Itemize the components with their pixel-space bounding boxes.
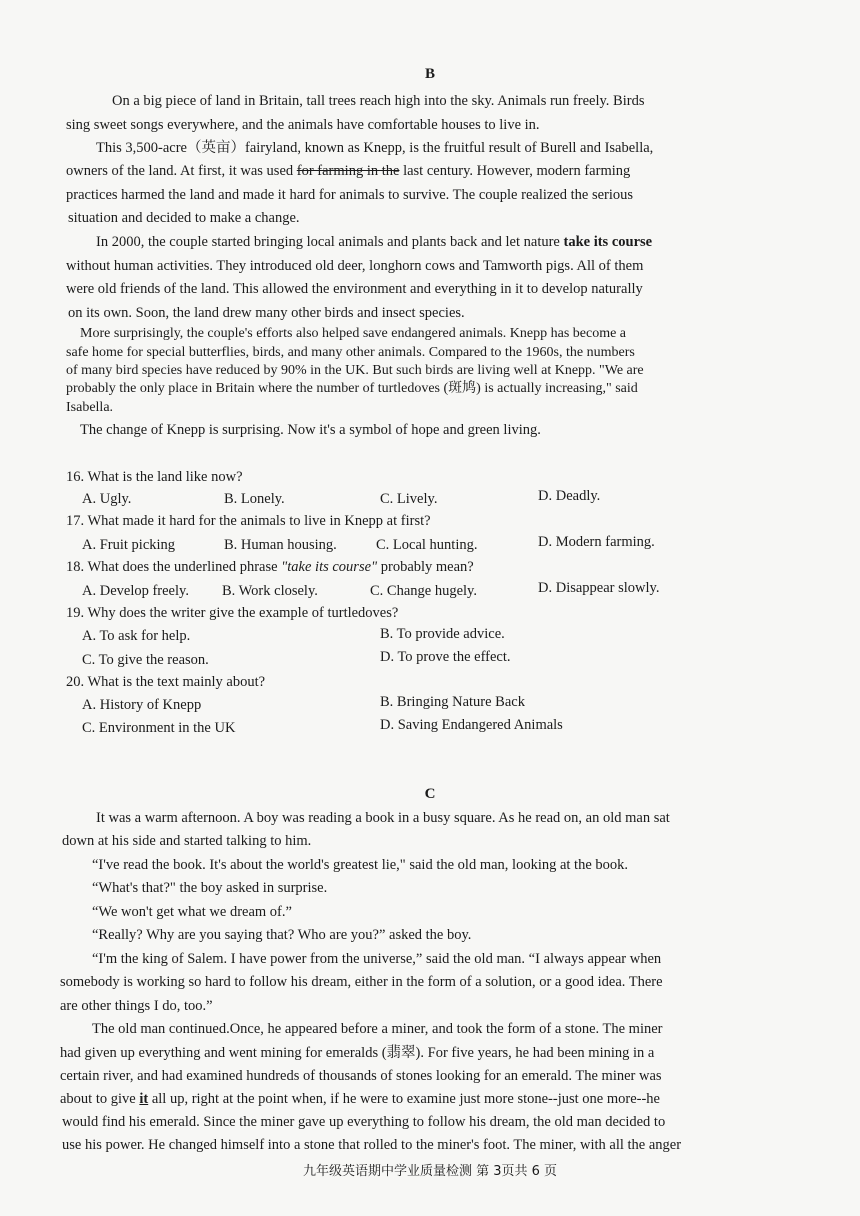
c-line3: “I've read the book. It's about the world's greatest lie," said the old man, looking at the book. [92,857,629,873]
b-p4-line3: of many bird species have reduced by 90% in the UK. But such birds are living well at Knepp. "We are [66,363,644,378]
section-b-title: B [424,66,435,82]
q20-option-a: A. History of Knepp [82,697,202,713]
q18-option-a: A. Develop freely. [82,583,189,599]
b-p2-line3: practices harmed the land and made it hard for animals to survive. The couple realized the serious [66,187,634,203]
q20-option-c: C. Environment in the UK [82,720,236,736]
section-c-title: C [424,786,436,802]
c-line12: certain river, and had examined hundreds of thousands of stones looking for an emerald. The miner was [60,1068,662,1084]
b-p3-line1-bold: take its course [563,234,653,250]
b-p3-line1-a: In 2000, the couple started bringing local animals and plants back and let nature [96,234,564,250]
q20-option-b: B. Bringing Nature Back [380,694,525,710]
q16-option-a: A. Ugly. [82,491,132,507]
page-footer: 九年级英语期中学业质量检测 第 3页共 6 页 [302,1164,558,1179]
b-p1-line1: On a big piece of land in Britain, tall trees reach high into the sky. Animals run freely. Birds [112,93,645,109]
b-p5: The change of Knepp is surprising. Now it's a symbol of hope and green living. [80,422,541,438]
b-p3-line3: were old friends of the land. This allowed the environment and everything in it to develop naturally [66,281,643,297]
b-p2-line4: situation and decided to make a change. [68,210,300,226]
c-line8: somebody is working so hard to follow his dream, either in the form of a solution, or a good idea. There [60,974,663,990]
q17-option-a: A. Fruit picking [82,537,176,553]
q19-option-c: C. To give the reason. [82,652,209,668]
b-p4-line1: More surprisingly, the couple's efforts also helped save endangered animals. Knepp has become a [80,326,627,341]
q16-option-d: D. Deadly. [538,488,601,504]
q17-option-c: C. Local hunting. [376,537,478,553]
c-line13-underlined: it [139,1091,149,1107]
b-p3-line2: without human activities. They introduced old deer, longhorn cows and Tamworth pigs. All of them [66,258,644,274]
b-p4-line5: Isabella. [66,400,114,415]
b-p3-line4: on its own. Soon, the land drew many other birds and insect species. [68,305,465,321]
q16-option-c: C. Lively. [380,491,438,507]
q17-option-d: D. Modern farming. [538,534,655,550]
q18-option-d: D. Disappear slowly. [538,580,660,596]
b-p2-line2 [66,162,630,180]
q18-stem-a: 18. What does the underlined phrase [66,559,282,575]
q18-option-c: C. Change hugely. [370,583,477,599]
c-line15: use his power. He changed himself into a stone that rolled to the miner's foot. The miner, with all the anger [62,1137,682,1153]
b-p4-line2: safe home for special butterflies, birds, and many other animals. Compared to the 1960s, the numbers [66,345,635,360]
q19-option-a: A. To ask for help. [82,628,191,644]
c-line10: The old man continued.Once, he appeared before a miner, and took the form of a stone. The miner [92,1021,663,1037]
b-p1-line2: sing sweet songs everywhere, and the animals have comfortable houses to live in. [66,117,540,133]
q18-stem [66,558,474,576]
b-p2-line2-a: owners of the land. At first, it was used [66,163,297,179]
q19-option-b: B. To provide advice. [380,626,505,642]
c-line14: would find his emerald. Since the miner gave up everything to follow his dream, the old man decided to [62,1114,666,1130]
q18-stem-phrase: "take its course" [281,559,378,575]
c-line7: “I'm the king of Salem. I have power from the universe,” said the old man. “I always appear when [92,951,662,967]
q20-option-d: D. Saving Endangered Animals [380,717,563,733]
c-line2: down at his side and started talking to him. [62,833,312,849]
c-line6: “Really? Why are you saying that? Who are you?” asked the boy. [92,927,472,943]
c-line4: “What's that?" the boy asked in surprise. [92,880,328,896]
q16-stem: 16. What is the land like now? [66,469,243,485]
c-line1: It was a warm afternoon. A boy was reading a book in a busy square. As he read on, an old man sat [96,810,670,826]
c-line5: “We won't get what we dream of.” [92,904,292,920]
b-p4-line4: probably the only place in Britain where the number of turtledoves (斑鸠) is actually increasing," said [66,381,638,396]
c-line13-b: all up, right at the point when, if he were to examine just more stone--just one more--he [148,1091,660,1107]
c-line13 [60,1090,660,1108]
q18-stem-b: probably mean? [377,559,474,575]
b-p2-line1: This 3,500-acre（英亩）fairyland, known as Knepp, is the fruitful result of Burell and Isabella, [96,140,654,156]
b-p3-line1 [96,233,652,251]
q17-stem: 17. What made it hard for the animals to live in Knepp at first? [66,513,431,529]
c-line11: had given up everything and went mining for emeralds (翡翠). For five years, he had been mining in a [60,1045,655,1061]
q20-stem: 20. What is the text mainly about? [66,674,266,690]
b-p2-line2-strike: for farming in the [296,163,400,179]
q16-option-b: B. Lonely. [224,491,285,507]
c-line13-a: about to give [60,1091,140,1107]
q19-option-d: D. To prove the effect. [380,649,511,665]
q19-stem: 19. Why does the writer give the example of turtledoves? [66,605,399,621]
c-line9: are other things I do, too.” [60,998,213,1014]
q17-option-b: B. Human housing. [224,537,337,553]
q18-option-b: B. Work closely. [222,583,318,599]
b-p2-line2-b: last century. However, modern farming [399,163,631,179]
